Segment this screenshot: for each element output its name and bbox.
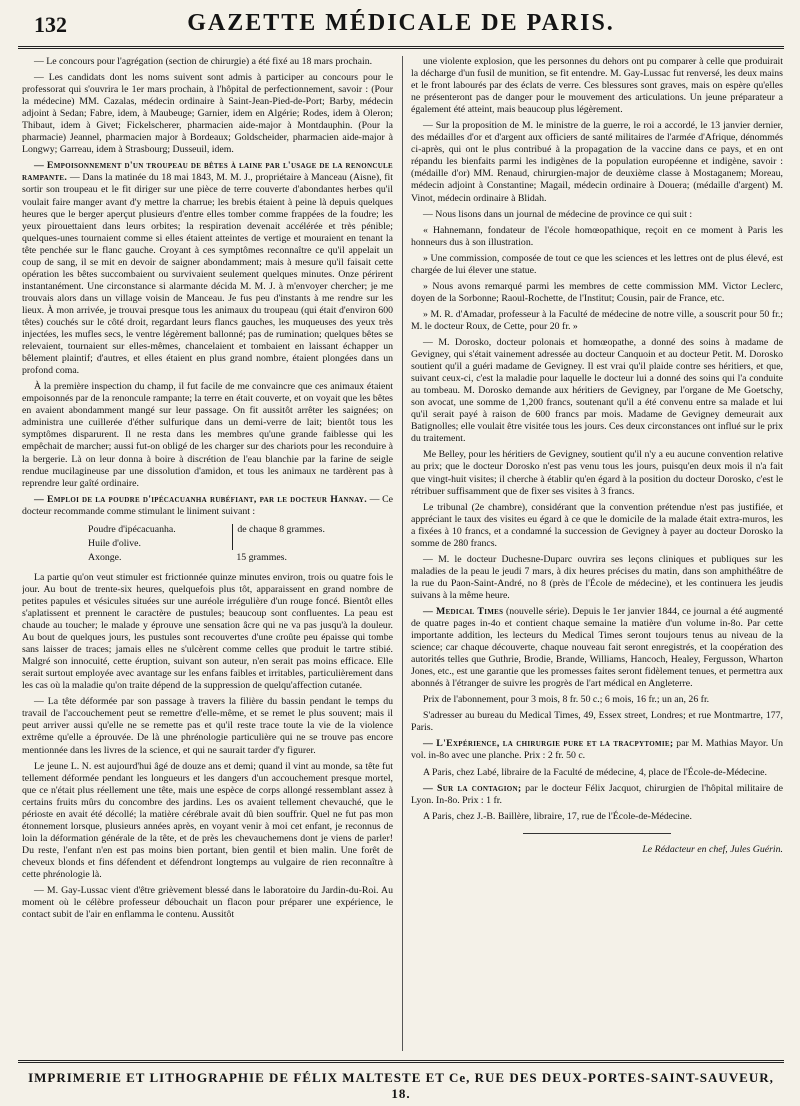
paragraph: — Les candidats dont les noms suivent sont admis à participer au concours pour le professorat qui s'ouvrira le 1er mars prochain, à l'hôpital de perfectionnement, savoir : (Pour la médecine) MM. Cazalas, médecin ordinaire à Saint-Jean-Pied-de-Port; Barby, médecin adjoint à Sedan; Fabre, idem, à Maubeuge; Garnier, idem en Algérie; Rodes, idem à Oleron; Thibaut, idem à Givet; Fickelscherer, pharmacien aide-major à Montdauphin. (Pour la pharmacie) Jeannel, pharmacien major à Bordeaux; Goldscheider, pharmacien aide-major à Longwy; Garreau, idem à Strasbourg; Dusseuil, idem. <box>22 72 393 156</box>
section-separator <box>523 833 672 834</box>
paragraph: A Paris, chez Labé, libraire de la Faculté de médecine, 4, place de l'École-de-Médecine. <box>423 766 767 778</box>
left-column <box>22 56 393 1051</box>
page-header <box>18 12 784 49</box>
paragraph: À la première inspection du champ, il fut facile de me convaincre que ces animaux étaient empoisonnés par de la renoncule rampante; la terre en était couverte, et on voyait que les bêtes en avaient abondamment mangé sur leur passage. On fit aussitôt arrêter les saignées; on administra une cuillerée d'éther sulfurique dans un demi-verre de lait; bientôt tous les symptômes disparurent. Il ne resta dans les membres qu'une grande faiblesse qui les empêchait de marcher; aussi fut-on obligé de les charger sur des chariots pour les reconduire à la bergerie. Là on leur donna à boire à discrétion de l'eau blanchie par la farine de seigle rendue mucilagineuse par une dissolution d'amidon, et tous les animaux ne tardèrent pas à reprendre leur gaîté ordinaire. <box>22 381 393 489</box>
recipe-ingredient: Poudre d'ipécacuanha. <box>88 523 176 535</box>
recipe-quantity: de chaque 8 grammes. <box>232 524 380 550</box>
article-poisoning <box>22 160 393 377</box>
recipe-row <box>84 524 380 536</box>
book-notice <box>411 738 783 762</box>
column-divider <box>402 56 403 1051</box>
article-medical-times <box>411 606 783 690</box>
paragraph: S'adresser au bureau du Medical Times, 49, Essex street, Londres; et rue Montmartre, 177, Paris. <box>411 710 783 734</box>
book-heading: — Sur la contagion; <box>423 782 522 794</box>
paragraph: A Paris, chez J.-B. Baillère, libraire, 17, rue de l'École-de-Médecine. <box>423 810 692 822</box>
footer-divider <box>18 1060 784 1063</box>
paragraph: « Hahnemann, fondateur de l'école homœopathique, reçoit en ce moment à Paris les honneurs dus à son illustration. <box>411 224 783 248</box>
recipe-table <box>82 522 382 566</box>
editor-signature: Le Rédacteur en chef, Jules Guérin. <box>642 843 783 855</box>
paragraph: Le jeune L. N. est aujourd'hui âgé de douze ans et demi; quand il vint au monde, sa tête fut tellement déformée pendant les longueurs et les dangers d'un accouchement presque mortel, que ce n'était plus réellement une tête, mais une espèce de corps allongé ressemblant assez à certains fruits mûrs du concombre des jardins. Les os avaient tellement chevauché, que le périoste en avait été décollé; la matière cérébrale avait dû bien souffrir. Quel ne fut pas mon étonnement lorsque, plusieurs années après, en voyant venir à moi cet enfant, je reconnus de loin la déformation générale de la tête, et de près les chevauchemens dont je viens de parler! Du reste, l'enfant n'en est pas moins bien portant, bien gentil et bien malin. Une forêt de cheveux blonds et fins défendent et défendront longtemps au vulgaire de rien reconnaître à cette phrénologie là. <box>22 760 393 880</box>
article-body: (nouvelle série). Depuis le 1er janvier 1844, ce journal a été augmenté de quatre pages in-4o et contient chaque semaine la matière d'un volume in-8o. Par cette importante addition, les lecteurs du Medical Times seront toujours tenus au niveau de la science; car chaque découverte, chaque nouveau fait seront enregistrés, et la coopération des autorités telles que Guthrie, Brodie, Brande, Williams, Hancoch, Healey, Fergusson, Wharton Jones, etc., est une garantie que les promesses faites seront fidèlement tenues, et permettra aux abonnés à l'étranger de suivre les progrès de l'art médical en Angleterre. <box>411 605 783 690</box>
recipe-ingredient: Axonge. <box>88 551 122 563</box>
article-ipecacuanha <box>22 494 393 518</box>
article-heading: — Medical Times <box>423 605 504 617</box>
article-body: — Dans la matinée du 18 mai 1843, M. M. J., propriétaire à Manceau (Aisne), fit sortir son troupeau et le fit diriger sur une pièce de terre couverte d'abondantes herbes qu'il voulait faire manger avant d'y mettre la charrue; les brebis étaient à peine là depuis quelques heures que le berger aperçut plusieurs d'entre elles tomber comme frappées de la foudre; les yeux pirouettaient dans leurs orbites; la respiration devenait accélérée et très pénible; quelques-unes tournaient comme si elles étaient atteintes de vertige et mouraient en tenant la tête penchée sur le flanc gauche. Croyant à ces symptômes reconnaître ce qu'il appelait un coup de sang, il se mit en devoir de saigner abondamment; mais à mesure qu'il faisait cette opération les bêtes succombaient ou survivaient seulement quelques minutes. Onze périrent instantanément. Une circonstance si alarmante décida M. M. J. à m'envoyer chercher; je me trouvais alors dans un village voisin de Manceau. Je fus peu d'instants à me rendre sur les lieux. À mon arrivée, je trouvai presque tous les animaux du troupeau (qui était d'environ 600 têtes) couchés sur le côté droit, regardant leurs flancs gauches, les muqueuses des yeux très injectées, les mufles secs, le ventre légèrement ballonné; pas de rumination; quelques bêtes se relevaient, tournaient sur elles-mêmes, chancelaient et tombaient en laissant échapper un bêlement plaintif; d'autres, et elles étaient en plus grand nombre, étaient plongées dans un profond coma. <box>22 172 393 377</box>
paragraph: une violente explosion, que les personnes du dehors ont pu comparer à celle que produirait la décharge d'un fusil de munition, se fit entendre. M. Gay-Lussac fut renversé, les deux mains et le front labourés par des éclats de verre. Ces blessures sont graves, mais on espère qu'elles ne présenteront pas de danger pour le mouvement des articulations. Un jeune préparateur a également été atteint, mais beaucoup plus légèrement. <box>411 56 783 116</box>
paragraph: Me Belley, pour les héritiers de Gevigney, soutient qu'il n'y a eu aucune convention relative au prix; que le docteur Dorosko n'est pas venu tous les jours, puisqu'en deux mois il n'a fait que vingt-huit visites; il cherche à établir qu'en égard à la position du docteur Dorosko, c'est le rétribuer suffisamment que de fixer ses visites à 3 francs. <box>411 449 783 497</box>
page-number: 132 <box>34 12 67 37</box>
paragraph: » M. R. d'Amadar, professeur à la Faculté de médecine de notre ville, a souscrit pour 50 fr.; M. le docteur Roux, de Cette, pour 20 fr. » <box>411 308 783 332</box>
recipe-quantity: 15 grammes. <box>236 551 287 563</box>
paragraph: La partie qu'on veut stimuler est frictionnée quinze minutes environ, trois ou quatre fois le jour. Au bout de trente-six heures, quelquefois plus tôt, apparaissent en grand nombre de petites papules et vésicules situées sur une auréole irrégulière d'un rouge foncé. Bientôt elles s'aplatissent et prennent le caractère de pustules; beaucoup sont confluentes. La peau est chaude au toucher; le malade y éprouve une sensation âcre qui ne va pas jusqu'à la douleur. Au bout de quelques jours, les pustules sont recouvertes d'une croûte peu épaisse qui tombe sans laisser de traces; jamais elles ne s'ulcèrent comme celles que produit le tartre stibié. Malgré son innocuité, cette éruption, suivant son auteur, n'en serait pas moins efficace. Elle serait surtout employée avec avantage sur les enfans faibles et irritables, particulièrement dans les cas où la maladie qu'on traite dépend de la suppression de quelqu'affection cutanée. <box>22 571 393 692</box>
book-heading: — L'Expérience, la chirurgie pure et la tracpytomie; <box>423 738 674 750</box>
book-notice <box>411 783 783 807</box>
paragraph: » Une commission, composée de tout ce que les sciences et les lettres ont de plus élevé, est chargée de lui élever une statue. <box>411 252 783 276</box>
paragraph: — M. Gay-Lussac vient d'être grièvement blessé dans le laboratoire du Jardin-du-Roi. Au moment où le célèbre professeur débouchait un flacon pour préparer une expérience, le contact subit de l'air en enflamma le contenu. Aussitôt <box>22 885 393 921</box>
printer-footer: IMPRIMERIE ET LITHOGRAPHIE DE FÉLIX MALTESTE ET Ce, RUE DES DEUX-PORTES-SAINT-SAUVEUR, 18. <box>28 1070 774 1101</box>
paragraph: — Nous lisons dans un journal de médecine de province ce qui suit : <box>423 208 693 220</box>
book-body: par le docteur Félix Jacquot, chirurgien de l'hôpital militaire de Lyon. In-8o. Prix : 1 fr. <box>411 782 783 806</box>
article-intro: — Ce docteur recommande comme stimulant le liniment suivant : <box>22 493 393 517</box>
masthead-title: GAZETTE MÉDICALE DE PARIS. <box>187 10 615 36</box>
recipe-row <box>84 552 380 564</box>
paragraph: — Sur la proposition de M. le ministre de la guerre, le roi a accordé, le 13 janvier dernier, des médailles d'or et d'argent aux officiers de santé militaires de l'armée d'Afrique, dénommés ci-après, qui ont le plus contribué à la propagation de la vaccine dans ce pays, et en ont répandu les bienfaits parmi les indigènes de la population européenne et indigène, savoir : (médaille d'or) MM. Renaud, chirurgien-major de deuxième classe à Mostaganem; Moreau, médecin adjoint à Constantine; Magail, médecin ordinaire à Douera; (médaille d'argent) M. Vinot, médecin ordinaire à Blidah. <box>411 120 783 204</box>
paragraph: Le tribunal (2e chambre), considérant que la convention prétendue n'est pas justifiée, et appréciant le taux des visites eu égard à ce que le domicile de la malade était extra-muros, les a fixées à 10 francs, et a condamné la succession de Gevigney à payer au docteur Dorosko la somme de 280 francs. <box>411 501 783 549</box>
paragraph: — Le concours pour l'agrégation (section de chirurgie) a été fixé au 18 mars prochain. <box>34 56 373 67</box>
paragraph: — La tête déformée par son passage à travers la filière du bassin pendant le temps du travail de l'accouchement peut se remettre d'elle-même, et se remet le plus souvent; mais il peut arriver aussi qu'elle ne se remette pas et qu'il reste trace toute la vie de la violence extrême qu'elle a éprouvée. De là une phrénologie particulière qui ne se trouve pas encore mentionnée dans les livres de la science, et qui ne saurait tarder d'y figurer. <box>22 696 393 756</box>
right-column <box>411 56 783 1051</box>
paragraph: — M. le docteur Duchesne-Duparc ouvrira ses leçons cliniques et publiques sur les maladies de la peau le jeudi 7 mars, à dix heures précises du matin, dans son amphithéâtre de la rue du Paon-Saint-André, no 8 (près de l'École de médecine), et les continuera les jeudis suivans à la même heure. <box>411 553 783 601</box>
book-body: par M. Mathias Mayor. Un vol. in-8o avec une planche. Prix : 2 fr. 50 c. <box>411 738 783 762</box>
paragraph: » Nous avons remarqué parmi les membres de cette commission MM. Victor Leclerc, doyen de la Sorbonne; Raoul-Rochette, de l'Institut; Cousin, pair de France, etc. <box>411 280 783 304</box>
paragraph: — M. Dorosko, docteur polonais et homœopathe, a donné des soins à madame de Gevigney, qui s'était vainement adressée au docteur Canquoin et au docteur Petit. M. Dorosko soutient qu'il a guéri madame de Gevigney. Il est vrai qu'il plaide contre ses héritiers, et que, suivant ceux-ci, c'est la maladie pour laquelle le docteur lui a donné des soins qui l'a conduite au tombeau. M. Dorosko demande aux héritiers de Gevigney, par l'organe de Me Goetschy, son avocat, une somme de 1,200 francs, soutenant qu'il a été convenu entre sa malade et lui qu'il serait payé à raison de 600 francs par mois. Madame de Gevigney demeurait aux Batignolles; elle voulait être visitée tous les jours. Ces deux circonstances ont influé sur le prix du traitement. <box>411 336 783 445</box>
article-heading: — Empoisonnement d'un troupeau de bêtes à laine par l'usage de la renoncule rampante. <box>22 160 393 184</box>
paragraph: Prix de l'abonnement, pour 3 mois, 8 fr. 50 c.; 6 mois, 16 fr.; un an, 26 fr. <box>423 694 710 706</box>
article-heading: — Emploi de la poudre d'ipécacuanha rubéfiant, par le docteur Hannay. <box>34 493 368 505</box>
recipe-ingredient: Huile d'olive. <box>88 537 141 549</box>
